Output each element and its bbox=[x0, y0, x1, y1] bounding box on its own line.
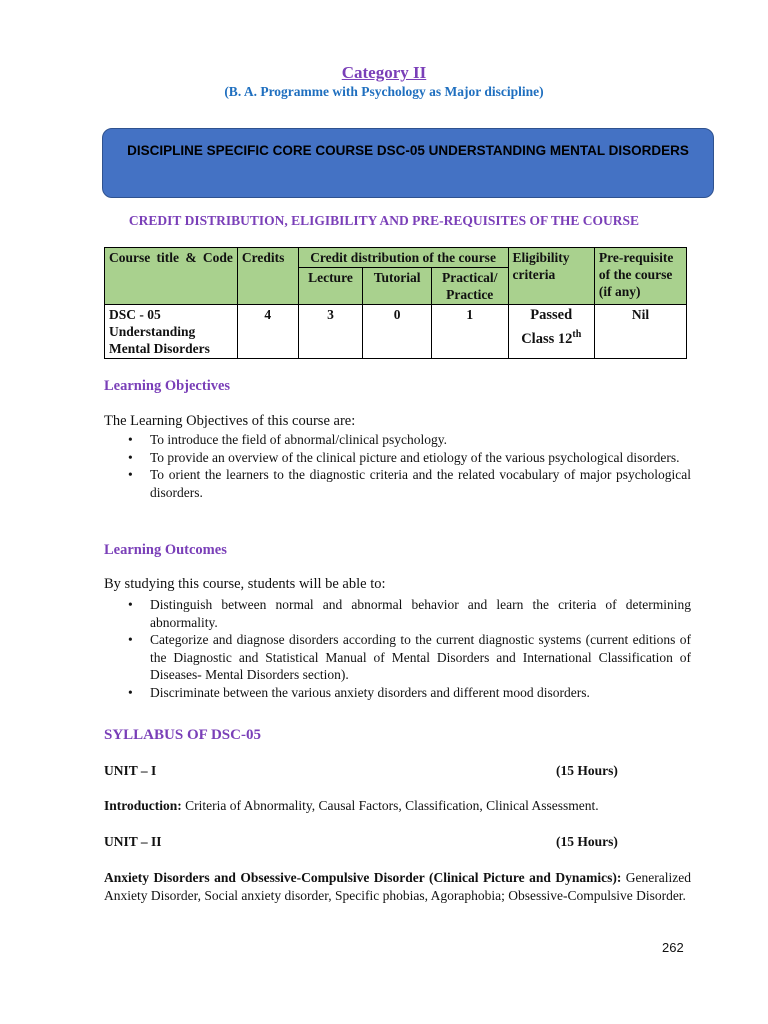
row-eligibility-sup: th bbox=[572, 329, 582, 340]
unit-1-description bbox=[104, 797, 688, 815]
learning-objectives-heading: Learning Objectives bbox=[104, 378, 231, 394]
unit-2-topic-text: Generalized Anxiety Disorder, Social anxiety disorder, Specific phobias, Agoraphobia; Obsessive-Compulsive Disorder. bbox=[104, 870, 691, 903]
row-eligibility bbox=[508, 305, 594, 359]
row-prerequisite: Nil bbox=[594, 305, 686, 359]
row-lecture: 3 bbox=[298, 305, 363, 359]
programme-subtitle: (B. A. Programme with Psychology as Major discipline) bbox=[224, 84, 544, 99]
header-prerequisite: Pre-requisite of the course (if any) bbox=[594, 248, 686, 305]
row-credits: 4 bbox=[237, 305, 298, 359]
unit-2-hours: (15 Hours) bbox=[556, 834, 618, 849]
header-eligibility: Eligibility criteria bbox=[508, 248, 594, 305]
list-item: • To provide an overview of the clinical picture and etiology of the various psychological disorders. bbox=[104, 449, 691, 467]
unit-2-description bbox=[104, 869, 691, 904]
learning-outcomes-heading: Learning Outcomes bbox=[104, 542, 227, 558]
header-course-title: Course title & Code bbox=[105, 248, 238, 305]
list-item: • Distinguish between normal and abnormal behavior and learn the criteria of determining abnormality. bbox=[104, 596, 691, 631]
list-item: • Categorize and diagnose disorders according to the current diagnostic systems (current editions of the Diagnostic and Statistical Manual of Mental Disorders and International Classification of Diseases- Mental Disorders section). bbox=[104, 631, 691, 684]
learning-outcomes-list bbox=[104, 596, 691, 701]
header-credit-distribution: Credit distribution of the course bbox=[298, 248, 508, 268]
row-tutorial: 0 bbox=[363, 305, 432, 359]
category-title: Category II bbox=[341, 63, 427, 82]
unit-1-topic-text: Criteria of Abnormality, Causal Factors, Classification, Clinical Assessment. bbox=[181, 798, 599, 813]
row-eligibility-text: Passed Class 12 bbox=[521, 307, 573, 347]
course-banner bbox=[102, 128, 714, 198]
list-item: • To orient the learners to the diagnostic criteria and the related vocabulary of major psychological disorders. bbox=[104, 466, 691, 501]
course-banner-title: DISCIPLINE SPECIFIC CORE COURSE DSC-05 UNDERSTANDING MENTAL DISORDERS bbox=[127, 143, 689, 158]
unit-2-title: UNIT – II bbox=[104, 834, 162, 849]
list-item: • To introduce the field of abnormal/clinical psychology. bbox=[104, 431, 691, 449]
row-practical: 1 bbox=[431, 305, 508, 359]
header-practical: Practical/ Practice bbox=[431, 268, 508, 305]
header-credits: Credits bbox=[237, 248, 298, 305]
learning-objectives-intro: The Learning Objectives of this course are: bbox=[104, 413, 356, 429]
unit-2-topic-label: Anxiety Disorders and Obsessive-Compulsive Disorder (Clinical Picture and Dynamics): bbox=[104, 870, 622, 885]
credit-table bbox=[104, 247, 687, 359]
credit-distribution-heading: CREDIT DISTRIBUTION, ELIGIBILITY AND PRE-REQUISITES OF THE COURSE bbox=[128, 213, 640, 228]
page-number: 262 bbox=[662, 940, 684, 955]
header-tutorial: Tutorial bbox=[363, 268, 432, 305]
syllabus-heading: SYLLABUS OF DSC-05 bbox=[104, 727, 261, 743]
learning-outcomes-intro: By studying this course, students will be able to: bbox=[104, 576, 386, 592]
unit-1-title: UNIT – I bbox=[104, 763, 157, 778]
learning-objectives-list bbox=[104, 431, 691, 501]
unit-1-hours: (15 Hours) bbox=[556, 763, 618, 778]
row-course: DSC - 05 Understanding Mental Disorders bbox=[105, 305, 238, 359]
unit-1-topic-label: Introduction: bbox=[104, 798, 182, 813]
header-lecture: Lecture bbox=[298, 268, 363, 305]
list-item: • Discriminate between the various anxiety disorders and different mood disorders. bbox=[104, 684, 691, 702]
